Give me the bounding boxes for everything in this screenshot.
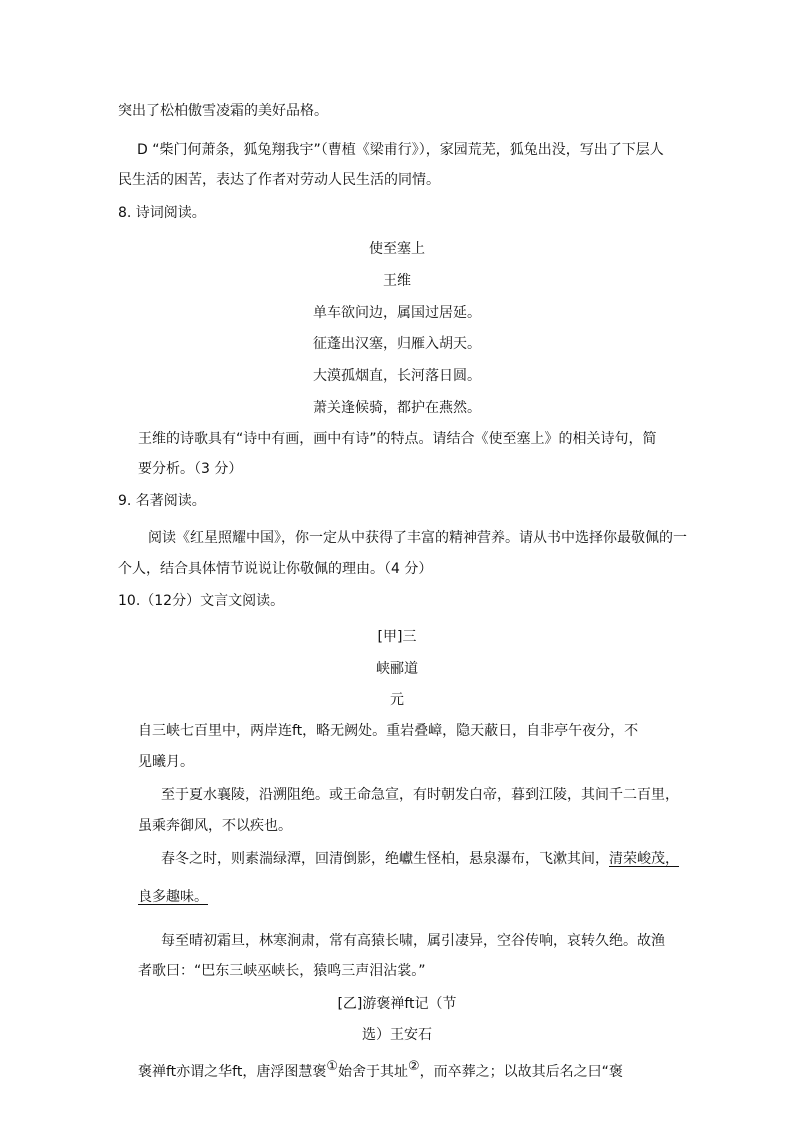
passage-paragraph [138, 1059, 623, 1082]
question-9-heading: 9. 名著阅读。 [118, 493, 206, 509]
paragraph-text: 始舍于其址 [338, 1064, 408, 1080]
passage-paragraph [161, 849, 679, 869]
poem-author: 王维 [383, 273, 411, 289]
paragraph-text: ，而卒葬之；以故其后名之曰“褒 [419, 1064, 623, 1080]
passage-paragraph-cont: 虽乘奔御风，不以疾也。 [138, 818, 292, 834]
text-line: 突出了松柏傲雪凌霜的美好品格。 [118, 103, 328, 119]
underlined-phrase: 清荣峻茂， [609, 851, 679, 867]
question-8-prompt: 王维的诗歌具有“诗中有画，画中有诗”的特点。请结合《使至塞上》的相关诗句，简 [138, 431, 657, 447]
option-d-line: D “柴门何萧条，狐兔翔我宇”（曹植《梁甫行》），家园荒芜，狐兔出没，写出了下层人 [137, 142, 664, 158]
question-9-prompt-cont: 个人，结合具体情节说说让你敬佩的理由。（4 分） [118, 561, 433, 577]
text-line: 民生活的困苦，表达了作者对劳动人民生活的同情。 [118, 172, 440, 188]
passage-jia-author: 元 [390, 692, 404, 708]
underlined-phrase: 良多趣味。 [138, 889, 208, 905]
passage-paragraph-cont [138, 887, 208, 907]
paragraph-text: 春冬之时，则素湍绿潭，回清倒影，绝巘生怪柏，悬泉瀑布，飞漱其间， [161, 851, 609, 867]
passage-paragraph-cont: 者歌曰：“巴东三峡巫峡长，猿鸣三声泪沾裳。” [138, 963, 426, 979]
passage-paragraph-cont: 见曦月。 [138, 754, 194, 770]
passage-yi-title-cont: 选）王安石 [362, 1027, 432, 1043]
passage-jia-title-cont: 峡郦道 [376, 661, 418, 677]
passage-yi-title: [乙]游褒禅ft记（节 [337, 996, 457, 1012]
question-9-prompt: 阅读《红星照耀中国》，你一定从中获得了丰富的精神营养。请从书中选择你最敬佩的一 [148, 530, 687, 546]
passage-paragraph: 每至晴初霜旦，林寒涧肃，常有高猿长啸，属引凄异，空谷传响，哀转久绝。故渔 [161, 933, 665, 949]
footnote-marker[interactable]: ② [408, 1059, 420, 1074]
passage-paragraph: 至于夏水襄陵，沿溯阻绝。或王命急宣，有时朝发白帝，暮到江陵，其间千二百里， [161, 787, 679, 803]
poem-line: 征蓬出汉塞，归雁入胡天。 [313, 336, 481, 352]
question-8-heading: 8. 诗词阅读。 [118, 205, 206, 221]
question-8-prompt-cont: 要分析。（3 分） [138, 461, 243, 477]
passage-paragraph: 自三峡七百里中，两岸连ft，略无阙处。重岩叠嶂，隐天蔽日，自非亭午夜分，不 [138, 723, 639, 739]
poem-title: 使至塞上 [369, 241, 425, 257]
poem-line: 大漠孤烟直，长河落日圆。 [313, 368, 481, 384]
passage-jia-title: [甲]三 [377, 629, 417, 645]
paragraph-text: 褒禅ft亦谓之华ft，唐浮图慧褒 [138, 1064, 327, 1080]
footnote-marker[interactable]: ① [326, 1059, 338, 1074]
question-10-heading: 10.（12分）文言文阅读。 [118, 593, 285, 609]
poem-line: 单车欲问边，属国过居延。 [313, 305, 481, 321]
poem-line: 萧关逢候骑，都护在燕然。 [313, 400, 481, 416]
